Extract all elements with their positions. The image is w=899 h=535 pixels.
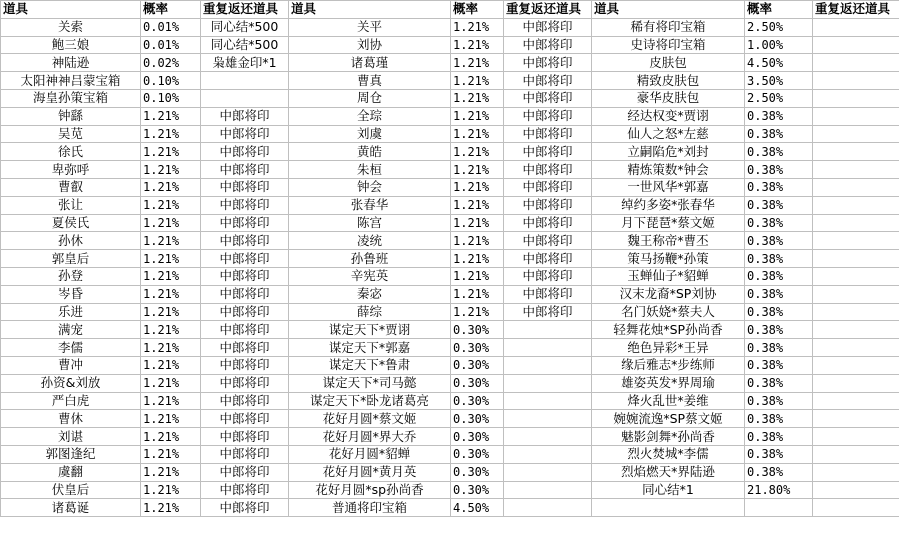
duplicate-return-cell: 中郎将印	[504, 18, 592, 36]
duplicate-return-cell: 中郎将印	[201, 374, 289, 392]
duplicate-return-cell: 中郎将印	[504, 214, 592, 232]
rate-cell: 0.38%	[745, 267, 813, 285]
rate-cell: 1.21%	[141, 339, 201, 357]
item-cell: 诸葛诞	[1, 499, 141, 517]
rate-cell: 1.21%	[141, 125, 201, 143]
item-cell: 烈焰燃天*界陆逊	[592, 463, 745, 481]
duplicate-return-cell: 中郎将印	[504, 89, 592, 107]
rate-cell: 1.21%	[451, 232, 504, 250]
rate-cell: 0.38%	[745, 410, 813, 428]
duplicate-return-cell	[813, 267, 899, 285]
item-cell: 花好月圆*貂蝉	[289, 445, 451, 463]
item-cell: 陈宫	[289, 214, 451, 232]
item-cell: 秦宓	[289, 285, 451, 303]
rate-cell: 1.21%	[451, 107, 504, 125]
table-row	[1, 303, 899, 321]
duplicate-return-cell	[813, 178, 899, 196]
item-cell: 谋定天下*卧龙诸葛亮	[289, 392, 451, 410]
rate-cell: 1.21%	[141, 250, 201, 268]
rate-cell: 1.21%	[141, 107, 201, 125]
item-cell: 张春华	[289, 196, 451, 214]
item-cell: 钟繇	[1, 107, 141, 125]
duplicate-return-cell	[813, 36, 899, 54]
item-cell: 轻舞花烛*SP孙尚香	[592, 321, 745, 339]
item-cell: 刘虞	[289, 125, 451, 143]
item-cell: 郭皇后	[1, 250, 141, 268]
rate-cell: 0.01%	[141, 36, 201, 54]
duplicate-return-cell	[813, 285, 899, 303]
duplicate-return-cell: 中郎将印	[201, 196, 289, 214]
item-cell: 孙鲁班	[289, 250, 451, 268]
rate-cell: 0.38%	[745, 196, 813, 214]
rate-cell: 0.38%	[745, 285, 813, 303]
table-row	[1, 321, 899, 339]
duplicate-return-cell: 中郎将印	[201, 161, 289, 179]
rate-cell: 2.50%	[745, 18, 813, 36]
duplicate-return-cell: 中郎将印	[504, 143, 592, 161]
item-cell: 伏皇后	[1, 481, 141, 499]
col-header-rate: 概率	[451, 1, 504, 19]
duplicate-return-cell	[813, 250, 899, 268]
rate-cell	[745, 499, 813, 517]
item-cell: 刘谌	[1, 428, 141, 446]
duplicate-return-cell: 枭雄金印*1	[201, 54, 289, 72]
item-cell: 黄皓	[289, 143, 451, 161]
table-row	[1, 410, 899, 428]
item-cell: 缘后雅志*步练师	[592, 356, 745, 374]
rate-cell: 1.21%	[451, 303, 504, 321]
duplicate-return-cell	[813, 428, 899, 446]
rate-cell: 0.38%	[745, 303, 813, 321]
duplicate-return-cell: 中郎将印	[504, 232, 592, 250]
rate-cell: 0.38%	[745, 143, 813, 161]
duplicate-return-cell: 中郎将印	[201, 428, 289, 446]
col-header-duplicate-return: 重复返还道具	[813, 1, 899, 19]
table-row	[1, 499, 899, 517]
duplicate-return-cell	[813, 18, 899, 36]
duplicate-return-cell	[813, 499, 899, 517]
rate-cell: 1.21%	[451, 178, 504, 196]
table-row	[1, 356, 899, 374]
item-cell: 谋定天下*鲁肃	[289, 356, 451, 374]
item-cell: 鲍三娘	[1, 36, 141, 54]
duplicate-return-cell: 中郎将印	[504, 36, 592, 54]
rate-cell: 1.21%	[451, 267, 504, 285]
table-row	[1, 463, 899, 481]
rate-cell: 0.38%	[745, 125, 813, 143]
duplicate-return-cell: 中郎将印	[504, 267, 592, 285]
item-cell: 花好月圆*界大乔	[289, 428, 451, 446]
item-cell: 岑昏	[1, 285, 141, 303]
item-cell: 同心结*1	[592, 481, 745, 499]
item-cell: 烈火焚城*李儒	[592, 445, 745, 463]
table-row	[1, 178, 899, 196]
duplicate-return-cell	[813, 392, 899, 410]
rate-cell: 1.21%	[141, 178, 201, 196]
duplicate-return-cell: 中郎将印	[201, 214, 289, 232]
item-cell: 吴苋	[1, 125, 141, 143]
duplicate-return-cell	[813, 481, 899, 499]
rate-cell: 1.21%	[141, 214, 201, 232]
item-cell: 张让	[1, 196, 141, 214]
rate-cell: 1.21%	[141, 374, 201, 392]
duplicate-return-cell: 中郎将印	[201, 178, 289, 196]
rate-cell: 0.38%	[745, 161, 813, 179]
rate-cell: 1.21%	[141, 143, 201, 161]
item-cell: 婉婉流逸*SP蔡文姬	[592, 410, 745, 428]
item-cell: 太阳神神吕蒙宝箱	[1, 72, 141, 90]
duplicate-return-cell	[813, 463, 899, 481]
item-cell: 孙登	[1, 267, 141, 285]
duplicate-return-cell	[813, 89, 899, 107]
duplicate-return-cell: 中郎将印	[201, 143, 289, 161]
item-cell: 名门妖娆*蔡夫人	[592, 303, 745, 321]
rate-cell: 0.38%	[745, 428, 813, 446]
item-cell: 一世风华*郭嘉	[592, 178, 745, 196]
table-row	[1, 107, 899, 125]
duplicate-return-cell: 中郎将印	[504, 72, 592, 90]
rate-cell: 1.21%	[451, 250, 504, 268]
rate-cell: 1.21%	[451, 214, 504, 232]
item-cell: 曹休	[1, 410, 141, 428]
item-cell: 全琮	[289, 107, 451, 125]
col-header-duplicate-return: 重复返还道具	[504, 1, 592, 19]
item-cell: 神陆逊	[1, 54, 141, 72]
rate-cell: 1.21%	[451, 143, 504, 161]
duplicate-return-cell: 中郎将印	[201, 339, 289, 357]
item-cell: 豪华皮肤包	[592, 89, 745, 107]
duplicate-return-cell	[504, 499, 592, 517]
item-cell: 凌统	[289, 232, 451, 250]
rate-cell: 0.38%	[745, 339, 813, 357]
duplicate-return-cell	[201, 72, 289, 90]
rate-cell: 1.21%	[141, 428, 201, 446]
rate-cell: 0.10%	[141, 89, 201, 107]
rate-cell: 0.38%	[745, 321, 813, 339]
duplicate-return-cell	[813, 125, 899, 143]
item-cell: 诸葛瑾	[289, 54, 451, 72]
table-row	[1, 428, 899, 446]
rate-cell: 0.30%	[451, 481, 504, 499]
rate-cell: 1.21%	[141, 267, 201, 285]
rate-cell: 0.38%	[745, 463, 813, 481]
duplicate-return-cell	[813, 72, 899, 90]
table-row	[1, 72, 899, 90]
item-cell: 皮肤包	[592, 54, 745, 72]
table-row	[1, 250, 899, 268]
table-row	[1, 374, 899, 392]
table-row	[1, 214, 899, 232]
duplicate-return-cell: 中郎将印	[201, 481, 289, 499]
duplicate-return-cell: 中郎将印	[504, 125, 592, 143]
rate-cell: 1.21%	[451, 161, 504, 179]
duplicate-return-cell	[813, 143, 899, 161]
rate-cell: 2.50%	[745, 89, 813, 107]
rate-cell: 1.21%	[451, 89, 504, 107]
rate-cell: 0.30%	[451, 445, 504, 463]
item-cell: 立嗣陷危*刘封	[592, 143, 745, 161]
rate-cell: 1.21%	[141, 356, 201, 374]
rate-cell: 0.30%	[451, 463, 504, 481]
item-cell: 雄姿英发*界周瑜	[592, 374, 745, 392]
item-cell: 绝色异彩*王异	[592, 339, 745, 357]
duplicate-return-cell	[813, 161, 899, 179]
table-row	[1, 125, 899, 143]
table-row	[1, 54, 899, 72]
duplicate-return-cell: 中郎将印	[504, 250, 592, 268]
item-cell: 徐氏	[1, 143, 141, 161]
rate-cell: 0.38%	[745, 250, 813, 268]
table-row	[1, 232, 899, 250]
rate-cell: 3.50%	[745, 72, 813, 90]
rate-cell: 1.21%	[451, 18, 504, 36]
duplicate-return-cell	[813, 214, 899, 232]
rate-cell: 1.21%	[141, 392, 201, 410]
item-cell: 精炼策数*钟会	[592, 161, 745, 179]
duplicate-return-cell: 中郎将印	[504, 54, 592, 72]
rate-cell: 1.21%	[451, 54, 504, 72]
item-cell: 精致皮肤包	[592, 72, 745, 90]
item-cell: 花好月圆*sp孙尚香	[289, 481, 451, 499]
rate-cell: 0.30%	[451, 339, 504, 357]
item-cell: 关索	[1, 18, 141, 36]
rate-cell: 1.21%	[141, 303, 201, 321]
rate-cell: 1.21%	[451, 72, 504, 90]
duplicate-return-cell: 同心结*500	[201, 18, 289, 36]
duplicate-return-cell	[813, 410, 899, 428]
item-cell: 孙资&刘放	[1, 374, 141, 392]
item-cell: 满宠	[1, 321, 141, 339]
duplicate-return-cell: 中郎将印	[504, 107, 592, 125]
item-cell: 经达权变*贾诩	[592, 107, 745, 125]
item-cell: 夏侯氏	[1, 214, 141, 232]
col-header-rate: 概率	[141, 1, 201, 19]
duplicate-return-cell: 中郎将印	[201, 250, 289, 268]
item-cell: 关平	[289, 18, 451, 36]
item-cell: 魏王称帝*曹丕	[592, 232, 745, 250]
duplicate-return-cell	[813, 339, 899, 357]
duplicate-return-cell: 中郎将印	[201, 499, 289, 517]
table-row	[1, 161, 899, 179]
duplicate-return-cell: 中郎将印	[504, 161, 592, 179]
rate-cell: 0.30%	[451, 392, 504, 410]
item-cell: 曹叡	[1, 178, 141, 196]
duplicate-return-cell	[504, 410, 592, 428]
duplicate-return-cell: 中郎将印	[201, 445, 289, 463]
duplicate-return-cell: 中郎将印	[201, 410, 289, 428]
item-cell: 稀有将印宝箱	[592, 18, 745, 36]
rate-cell: 0.38%	[745, 178, 813, 196]
item-cell: 谋定天下*司马懿	[289, 374, 451, 392]
table-row	[1, 392, 899, 410]
rate-cell: 0.30%	[451, 374, 504, 392]
duplicate-return-cell	[504, 445, 592, 463]
duplicate-return-cell	[504, 481, 592, 499]
duplicate-return-cell: 中郎将印	[504, 285, 592, 303]
item-cell: 月下琵琶*蔡文姬	[592, 214, 745, 232]
rate-cell: 1.00%	[745, 36, 813, 54]
duplicate-return-cell	[504, 428, 592, 446]
item-cell: 仙人之怒*左慈	[592, 125, 745, 143]
item-cell: 郭图逢纪	[1, 445, 141, 463]
item-cell	[592, 499, 745, 517]
rate-cell: 0.38%	[745, 232, 813, 250]
col-header-rate: 概率	[745, 1, 813, 19]
rate-cell: 1.21%	[141, 463, 201, 481]
rate-cell: 0.38%	[745, 356, 813, 374]
duplicate-return-cell	[813, 54, 899, 72]
duplicate-return-cell: 中郎将印	[201, 107, 289, 125]
item-cell: 策马扬鞭*孙策	[592, 250, 745, 268]
item-cell: 普通将印宝箱	[289, 499, 451, 517]
rate-cell: 0.30%	[451, 356, 504, 374]
table-row	[1, 445, 899, 463]
header-row	[1, 1, 899, 19]
table-row	[1, 481, 899, 499]
duplicate-return-cell	[813, 321, 899, 339]
duplicate-return-cell: 中郎将印	[201, 463, 289, 481]
table-row	[1, 339, 899, 357]
duplicate-return-cell: 中郎将印	[201, 356, 289, 374]
rate-cell: 1.21%	[141, 499, 201, 517]
item-cell: 乐进	[1, 303, 141, 321]
item-cell: 严白虎	[1, 392, 141, 410]
duplicate-return-cell: 中郎将印	[201, 125, 289, 143]
item-cell: 刘协	[289, 36, 451, 54]
rate-cell: 1.21%	[141, 196, 201, 214]
table-row	[1, 143, 899, 161]
item-cell: 周仓	[289, 89, 451, 107]
duplicate-return-cell	[504, 463, 592, 481]
table-row	[1, 18, 899, 36]
duplicate-return-cell: 中郎将印	[201, 232, 289, 250]
rate-cell: 1.21%	[451, 196, 504, 214]
table-body	[1, 18, 899, 516]
rate-cell: 0.30%	[451, 321, 504, 339]
item-cell: 汉末龙裔*SP刘协	[592, 285, 745, 303]
item-cell: 玉蝉仙子*貂蝉	[592, 267, 745, 285]
rate-cell: 21.80%	[745, 481, 813, 499]
rate-cell: 0.38%	[745, 374, 813, 392]
rate-cell: 1.21%	[141, 285, 201, 303]
table-row	[1, 196, 899, 214]
duplicate-return-cell	[504, 374, 592, 392]
item-cell: 卑弥呼	[1, 161, 141, 179]
duplicate-return-cell: 中郎将印	[504, 196, 592, 214]
item-cell: 虞翻	[1, 463, 141, 481]
duplicate-return-cell	[813, 445, 899, 463]
table-row	[1, 285, 899, 303]
duplicate-return-cell	[813, 374, 899, 392]
item-cell: 薛综	[289, 303, 451, 321]
table-row	[1, 267, 899, 285]
rate-cell: 1.21%	[451, 125, 504, 143]
duplicate-return-cell	[813, 107, 899, 125]
rate-cell: 4.50%	[745, 54, 813, 72]
duplicate-return-cell	[504, 339, 592, 357]
item-cell: 朱桓	[289, 161, 451, 179]
rate-cell: 1.21%	[141, 410, 201, 428]
duplicate-return-cell	[201, 89, 289, 107]
rate-cell: 4.50%	[451, 499, 504, 517]
rate-cell: 0.38%	[745, 107, 813, 125]
item-cell: 孙休	[1, 232, 141, 250]
item-cell: 魅影剑舞*孙尚香	[592, 428, 745, 446]
item-cell: 花好月圆*黄月英	[289, 463, 451, 481]
duplicate-return-cell	[504, 392, 592, 410]
item-cell: 钟会	[289, 178, 451, 196]
col-header-item: 道具	[592, 1, 745, 19]
col-header-item: 道具	[1, 1, 141, 19]
rate-cell: 0.02%	[141, 54, 201, 72]
item-cell: 曹冲	[1, 356, 141, 374]
rate-cell: 1.21%	[141, 321, 201, 339]
rate-cell: 0.30%	[451, 428, 504, 446]
rate-cell: 0.10%	[141, 72, 201, 90]
duplicate-return-cell	[504, 321, 592, 339]
duplicate-return-cell	[813, 232, 899, 250]
rate-cell: 1.21%	[141, 481, 201, 499]
item-cell: 海皇孙策宝箱	[1, 89, 141, 107]
duplicate-return-cell	[813, 303, 899, 321]
duplicate-return-cell	[813, 356, 899, 374]
rate-cell: 1.21%	[141, 161, 201, 179]
duplicate-return-cell: 中郎将印	[201, 267, 289, 285]
item-cell: 曹真	[289, 72, 451, 90]
item-cell: 史诗将印宝箱	[592, 36, 745, 54]
table-row	[1, 89, 899, 107]
rate-cell: 0.38%	[745, 214, 813, 232]
rate-cell: 1.21%	[141, 445, 201, 463]
item-cell: 李儒	[1, 339, 141, 357]
rate-cell: 1.21%	[451, 36, 504, 54]
duplicate-return-cell	[504, 356, 592, 374]
rate-cell: 0.30%	[451, 410, 504, 428]
duplicate-return-cell: 中郎将印	[201, 321, 289, 339]
duplicate-return-cell: 中郎将印	[504, 178, 592, 196]
duplicate-return-cell: 中郎将印	[201, 392, 289, 410]
duplicate-return-cell: 中郎将印	[201, 285, 289, 303]
item-cell: 烽火乱世*姜维	[592, 392, 745, 410]
rate-cell: 1.21%	[141, 232, 201, 250]
rate-cell: 0.38%	[745, 392, 813, 410]
rate-cell: 1.21%	[451, 285, 504, 303]
item-cell: 绰约多姿*张春华	[592, 196, 745, 214]
duplicate-return-cell: 中郎将印	[201, 303, 289, 321]
duplicate-return-cell	[813, 196, 899, 214]
table-row	[1, 36, 899, 54]
col-header-item: 道具	[289, 1, 451, 19]
duplicate-return-cell: 中郎将印	[504, 303, 592, 321]
duplicate-return-cell: 同心结*500	[201, 36, 289, 54]
col-header-duplicate-return: 重复返还道具	[201, 1, 289, 19]
item-cell: 谋定天下*贾诩	[289, 321, 451, 339]
item-cell: 花好月圆*蔡文姬	[289, 410, 451, 428]
item-cell: 辛宪英	[289, 267, 451, 285]
rate-cell: 0.01%	[141, 18, 201, 36]
item-cell: 谋定天下*郭嘉	[289, 339, 451, 357]
rate-cell: 0.38%	[745, 445, 813, 463]
